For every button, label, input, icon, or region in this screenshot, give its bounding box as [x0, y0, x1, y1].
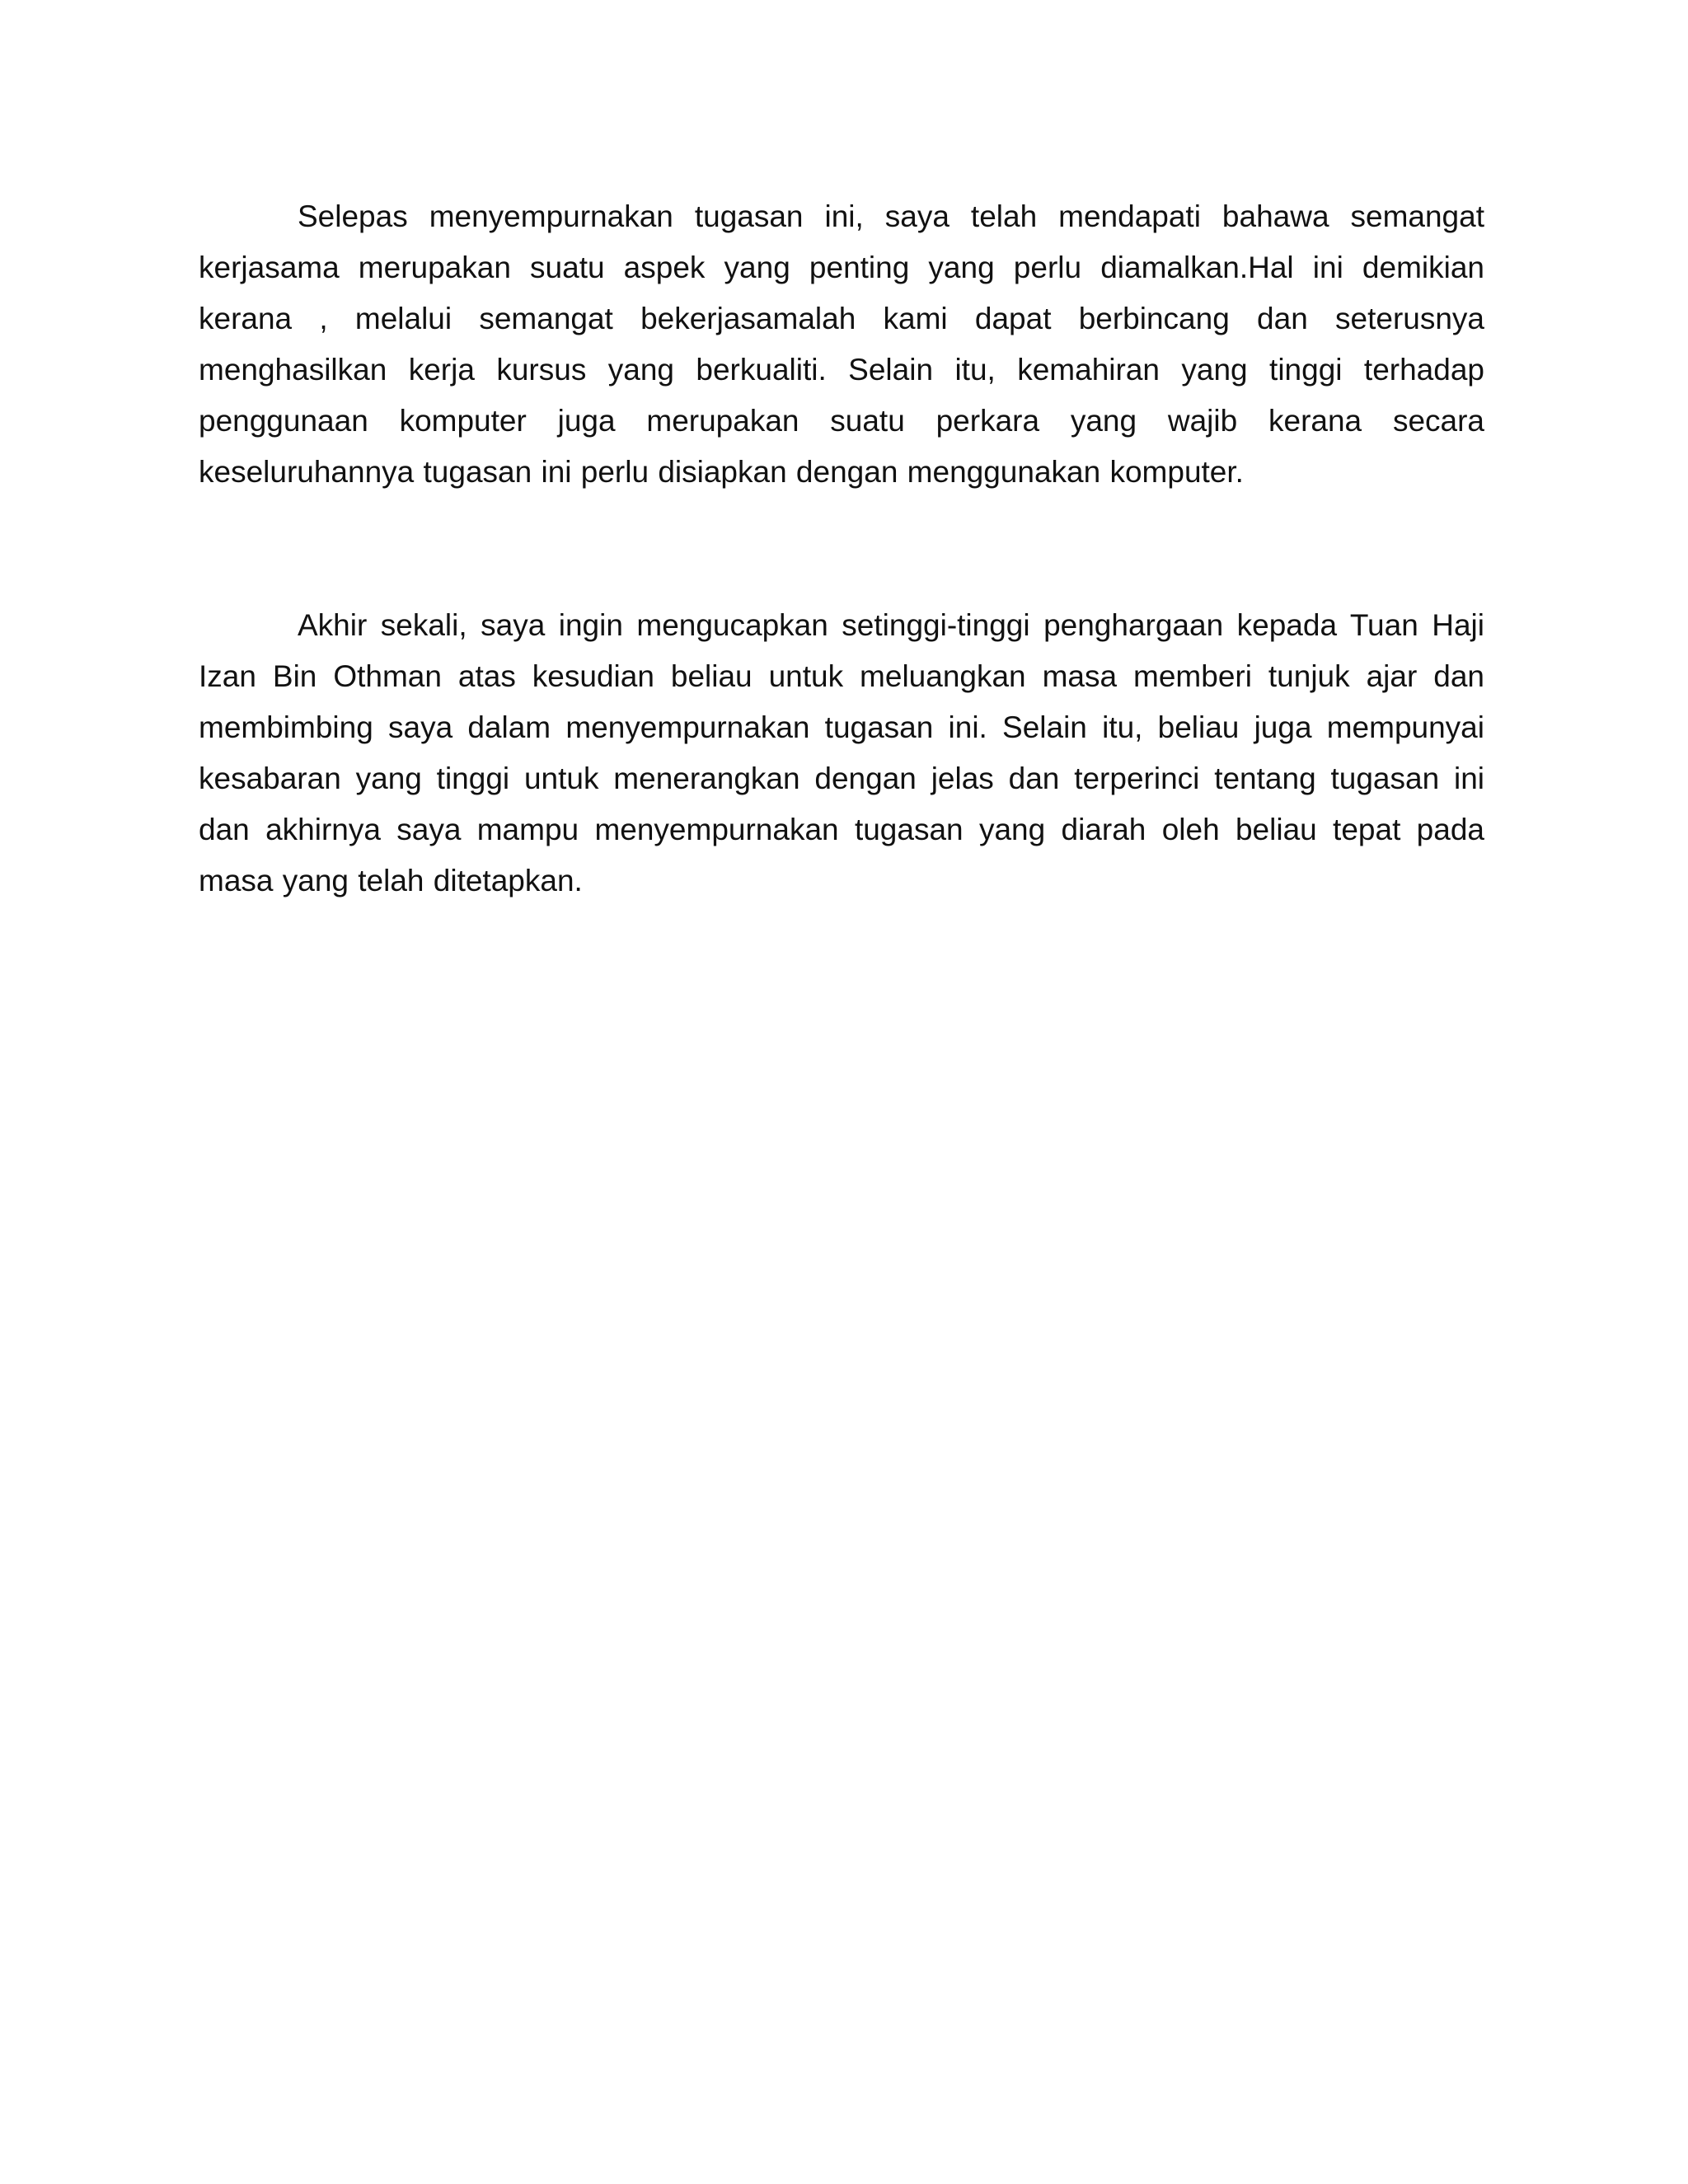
document-body	[199, 191, 1484, 907]
paragraph-acknowledgement: Akhir sekali, saya ingin mengucapkan setinggi-tinggi penghargaan kepada Tuan Haji Izan Bin Othman atas kesudian beliau untuk meluangkan masa memberi tunjuk ajar dan membimbing saya dalam menyempurnakan tugasan ini. Selain itu, beliau juga mempunyai kesabaran yang tinggi untuk menerangkan dengan jelas dan terperinci tentang tugasan ini dan akhirnya saya mampu menyempurnakan tugasan yang diarah oleh beliau tepat pada masa yang telah ditetapkan.	[199, 608, 1484, 898]
paragraph-teamwork-and-computer-skills: Selepas menyempurnakan tugasan ini, saya telah mendapati bahawa semangat kerjasama merupakan suatu aspek yang penting yang perlu diamalkan.Hal ini demikian kerana , melalui semangat bekerjasamalah kami dapat berbincang dan seterusnya menghasilkan kerja kursus yang berkualiti. Selain itu, kemahiran yang tinggi terhadap penggunaan komputer juga merupakan suatu perkara yang wajib kerana secara keseluruhannya tugasan ini perlu disiapkan dengan menggunakan komputer.	[199, 199, 1484, 489]
